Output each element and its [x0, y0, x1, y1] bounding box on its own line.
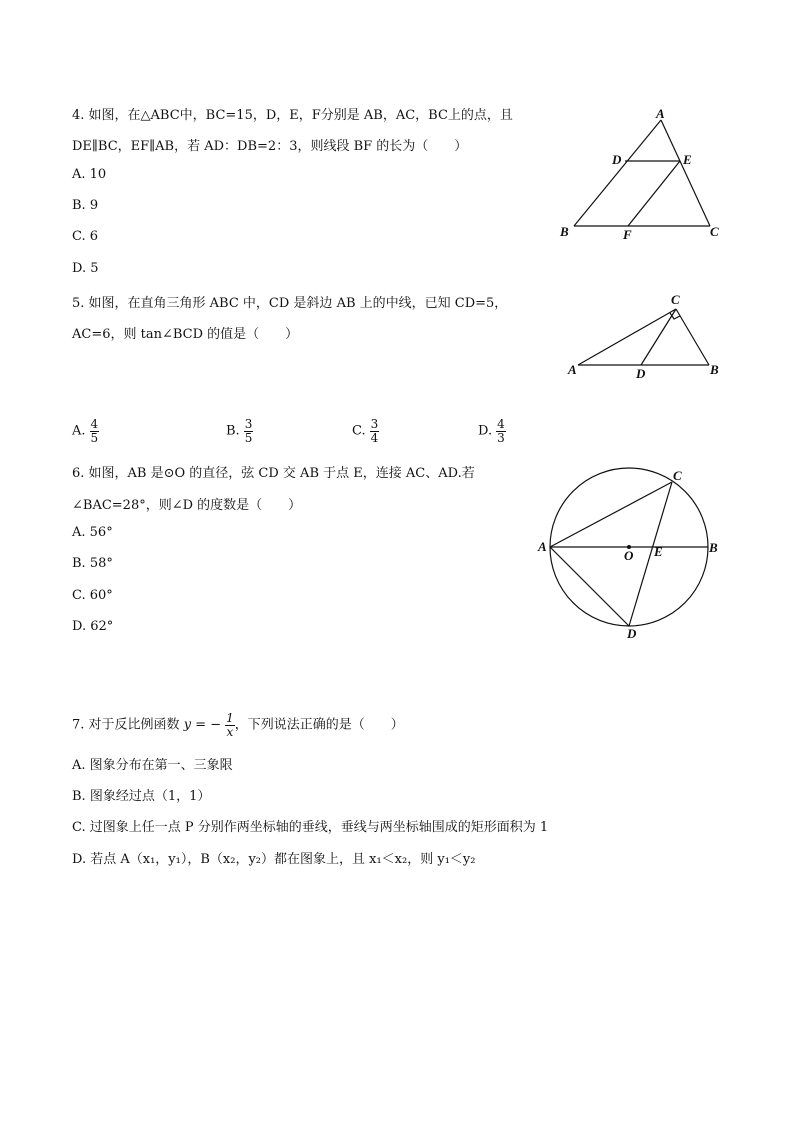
q7-function-lhs: y = − — [183, 717, 222, 733]
q6-label-a: A — [538, 539, 547, 554]
q7-option-d: D. 若点 A（x₁，y₁），B（x₂，y₂）都在图象上，且 x₁＜x₂，则 y₁＜y₂ — [72, 852, 476, 867]
q6-chord-ad — [550, 547, 629, 626]
q5-option-d-fraction: $\frac{4}{3}$ — [497, 417, 505, 445]
q5-stem-line2: AC=6，则 tan∠BCD 的值是（ ） — [72, 327, 299, 342]
q7-stem: 7. 对于反比例函数 y = − $\frac{1}{x}$ ，下列说法正确的是（ ） — [72, 711, 404, 739]
q6-label-d: D — [627, 626, 637, 641]
q5-label-c: C — [671, 292, 680, 307]
q5-option-c-fraction: $\frac{3}{4}$ — [370, 417, 379, 445]
q5-option-b-fraction: $\frac{3}{5}$ — [244, 417, 253, 445]
q4-triangle-figure — [555, 100, 725, 245]
q4-stem-line1: 4. 如图，在△ABC中，BC=15，D，E，F分别是 AB，AC，BC上的点，且 — [72, 108, 513, 123]
q5-label-a: A — [568, 362, 577, 377]
q6-chord-cd — [629, 482, 672, 626]
q7-option-b: B. 图象经过点（1，1） — [72, 789, 211, 804]
q5-right-triangle-figure — [560, 288, 730, 384]
q4-side-ac — [661, 120, 710, 226]
q6-circle-figure — [535, 462, 725, 644]
q6-option-d: D. 62° — [72, 619, 114, 634]
q4-label-f: F — [623, 227, 632, 242]
q6-stem-line2: ∠BAC=28°，则∠D 的度数是（ ） — [72, 498, 302, 513]
q6-label-e: E — [654, 544, 663, 559]
q4-label-c: C — [710, 224, 719, 239]
q7-function-fraction: $\frac{1}{x}$ — [226, 711, 234, 739]
q6-stem-line1: 6. 如图，AB 是⊙O 的直径，弦 CD 交 AB 于点 E，连接 AC、AD.若 — [72, 466, 475, 481]
q7-option-a: A. 图象分布在第一、三象限 — [72, 758, 233, 773]
q4-label-d: D — [612, 152, 622, 167]
q4-option-d: D. 5 — [72, 261, 99, 276]
q5-option-c: C. $\frac{3}{4}$ — [352, 417, 379, 445]
q6-option-a: A. 56° — [72, 525, 113, 540]
q5-option-a: A. $\frac{4}{5}$ — [72, 417, 99, 445]
q5-stem-line1: 5. 如图，在直角三角形 ABC 中，CD 是斜边 AB 上的中线，已知 CD=5， — [72, 296, 508, 311]
q4-label-a: A — [656, 106, 665, 121]
q4-label-b: B — [560, 224, 569, 239]
q4-option-c: C. 6 — [72, 229, 99, 244]
q6-label-c: C — [673, 468, 682, 483]
q5-median-cd — [641, 309, 676, 365]
q5-side-ac — [578, 309, 676, 365]
q4-option-a: A. 10 — [72, 167, 107, 182]
q4-option-b: B. 9 — [72, 198, 99, 213]
q6-chord-ac — [550, 482, 672, 547]
q4-label-e: E — [683, 152, 692, 167]
q5-option-b: B. $\frac{3}{5}$ — [226, 417, 253, 445]
q6-option-b: B. 58° — [72, 556, 113, 571]
q7-option-c: C. 过图象上任一点 P 分别作两坐标轴的垂线，垂线与两坐标轴围成的矩形面积为 1 — [72, 820, 549, 835]
q6-label-o: O — [624, 548, 634, 563]
q6-option-c: C. 60° — [72, 588, 113, 603]
q4-stem-line2: DE∥BC，EF∥AB，若 AD：DB=2：3，则线段 BF 的长为（ ） — [72, 139, 468, 154]
q5-option-a-fraction: $\frac{4}{5}$ — [90, 417, 99, 445]
q5-label-b: B — [710, 362, 719, 377]
q4-segment-ef — [628, 161, 680, 226]
q6-label-b: B — [709, 540, 718, 555]
q4-side-ab — [574, 120, 661, 226]
q5-label-d: D — [636, 366, 646, 381]
q5-side-cb — [676, 309, 709, 365]
q5-option-d: D. $\frac{4}{3}$ — [478, 417, 505, 445]
